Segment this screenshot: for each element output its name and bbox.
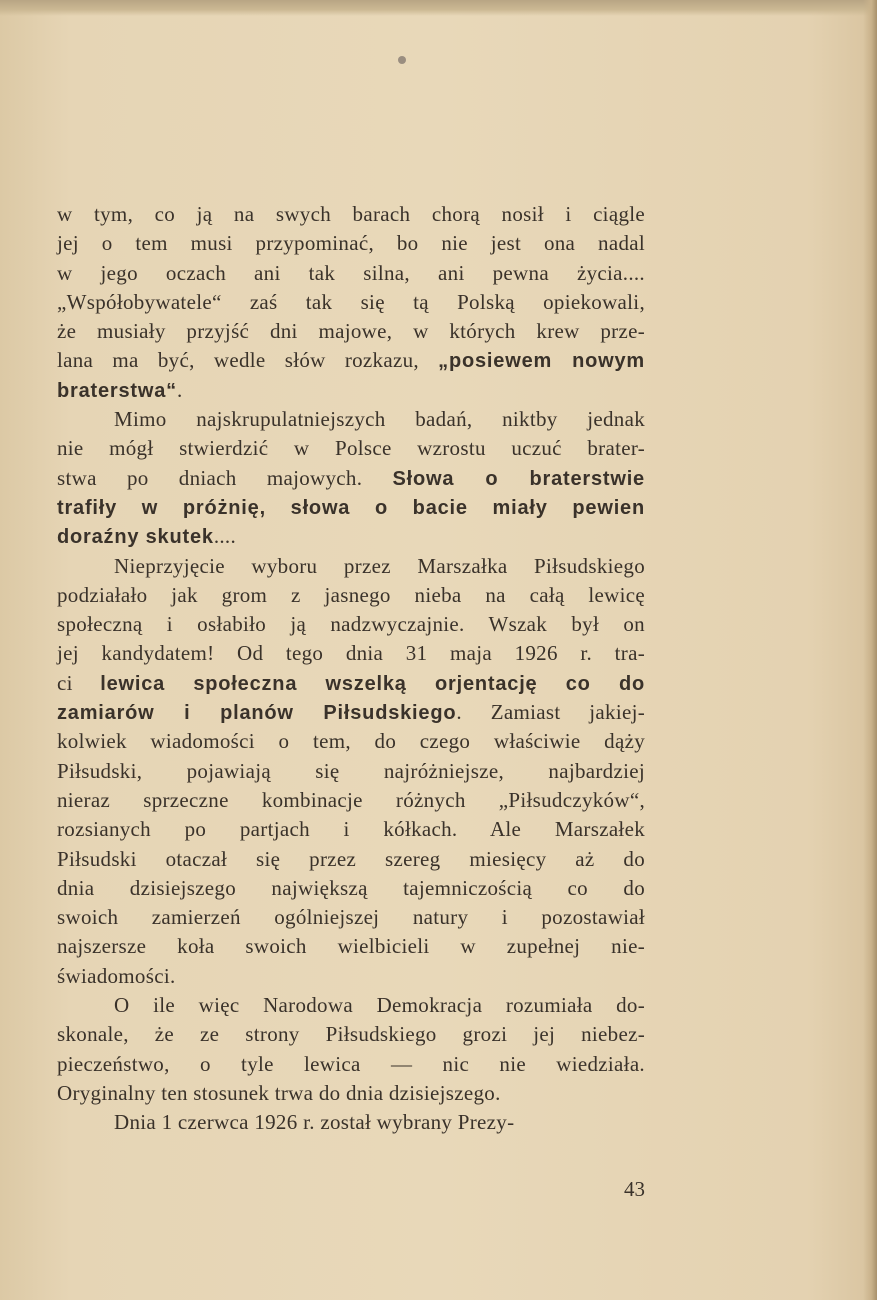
text-line: [57, 376, 645, 405]
text-line: [57, 200, 645, 229]
text-line: [57, 757, 645, 786]
text-line: [57, 727, 645, 756]
text-segment: swoich zamierzeń ogólniejszej natury i pozostawiał: [57, 905, 645, 930]
text-line: [57, 581, 645, 610]
text-segment: „Współobywatele“ zaś tak się tą Polską opiekowali,: [57, 289, 645, 314]
text-line: [57, 229, 645, 258]
bold-text-segment: Słowa o braterstwie: [392, 467, 645, 490]
text-segment: ci: [57, 670, 101, 695]
text-segment: stwa po dniach majowych.: [57, 465, 393, 490]
text-segment: Piłsudski, pojawiają się najróżniejsze, najbardziej: [57, 758, 645, 783]
text-segment: jej o tem musi przypominać, bo nie jest ona nadal: [57, 231, 645, 256]
text-segment: podziałało jak grom z jasnego nieba na całą lewicę: [57, 582, 645, 607]
text-segment: dnia dzisiejszego największą tajemniczością co do: [57, 875, 645, 900]
text-segment: . Zamiast jakiej-: [456, 700, 646, 725]
text-line: [57, 317, 645, 346]
text-line: [57, 669, 645, 698]
page-top-edge: [0, 0, 877, 16]
text-segment: nieraz sprzeczne kombinacje różnych „Piłsudczyków“,: [57, 787, 645, 812]
text-segment: nie mógł stwierdzić w Polsce wzrostu uczuć brater-: [57, 436, 645, 461]
text-segment: kolwiek wiadomości o tem, do czego właściwie dąży: [57, 729, 645, 754]
text-line: [57, 962, 645, 991]
text-line: [57, 464, 645, 493]
text-segment: lana ma być, wedle słów rozkazu,: [57, 348, 439, 373]
body-text: [57, 200, 645, 1138]
text-line: [57, 786, 645, 815]
text-segment: .: [176, 377, 183, 402]
text-segment: świadomości.: [57, 963, 176, 988]
bold-text-segment: „posiewem nowym: [438, 350, 645, 373]
text-segment: w tym, co ją na swych barach chorą nosił i ciągle: [57, 202, 645, 226]
text-line: [57, 874, 645, 903]
text-line: [57, 610, 645, 639]
text-line: [57, 434, 645, 463]
text-segment: w jego oczach ani tak silna, ani pewna życia....: [57, 260, 645, 285]
text-line: [57, 1108, 645, 1137]
text-line: [57, 815, 645, 844]
text-segment: O ile więc Narodowa Demokracja rozumiała do-: [114, 993, 645, 1018]
page-number: 43: [624, 1177, 645, 1201]
text-line: [57, 346, 645, 375]
text-line: [57, 932, 645, 961]
text-segment: Dnia 1 czerwca 1926 r. został wybrany Prezy-: [114, 1110, 515, 1135]
bold-text-segment: trafiły w próżnię, słowa o bacie miały pewien: [57, 496, 645, 519]
text-segment: Mimo najskrupulatniejszych badań, niktby jednak: [114, 407, 645, 432]
text-segment: jej kandydatem! Od tego dnia 31 maja 1926 r. tra-: [57, 641, 645, 666]
text-line: [57, 522, 645, 551]
text-segment: ....: [213, 524, 237, 549]
text-line: [57, 1079, 645, 1108]
text-line: [57, 259, 645, 288]
text-segment: Nieprzyjęcie wyboru przez Marszałka Piłsudskiego: [114, 553, 645, 578]
text-line: [57, 698, 645, 727]
text-segment: że musiały przyjść dni majowe, w których krew prze-: [57, 319, 645, 344]
text-line: [57, 1050, 645, 1079]
text-line: [57, 288, 645, 317]
text-line: [57, 991, 645, 1020]
text-line: [57, 552, 645, 581]
text-segment: najszersze koła swoich wielbicieli w zupełnej nie-: [57, 934, 645, 959]
text-line: [57, 903, 645, 932]
text-line: [57, 493, 645, 522]
bold-text-segment: braterstwa“: [57, 379, 177, 402]
text-segment: skonale, że ze strony Piłsudskiego grozi jej niebez-: [57, 1022, 645, 1047]
bold-text-segment: doraźny skutek: [57, 526, 214, 549]
text-line: [57, 1020, 645, 1049]
text-segment: Oryginalny ten stosunek trwa do dnia dzisiejszego.: [57, 1080, 501, 1105]
bold-text-segment: lewica społeczna wszelką orjentację co do: [100, 672, 645, 695]
text-segment: rozsianych po partjach i kółkach. Ale Marszałek: [57, 817, 645, 842]
bold-text-segment: zamiarów i planów Piłsudskiego: [57, 702, 457, 725]
ink-dot: [398, 56, 406, 64]
text-segment: społeczną i osłabiło ją nadzwyczajnie. Wszak był on: [57, 612, 645, 637]
text-line: [57, 639, 645, 668]
text-segment: pieczeństwo, o tyle lewica — nic nie wiedziała.: [57, 1051, 645, 1076]
text-line: [57, 845, 645, 874]
page-right-edge: [863, 0, 877, 1300]
text-line: [57, 405, 645, 434]
text-segment: Piłsudski otaczał się przez szereg miesięcy aż do: [57, 846, 645, 871]
